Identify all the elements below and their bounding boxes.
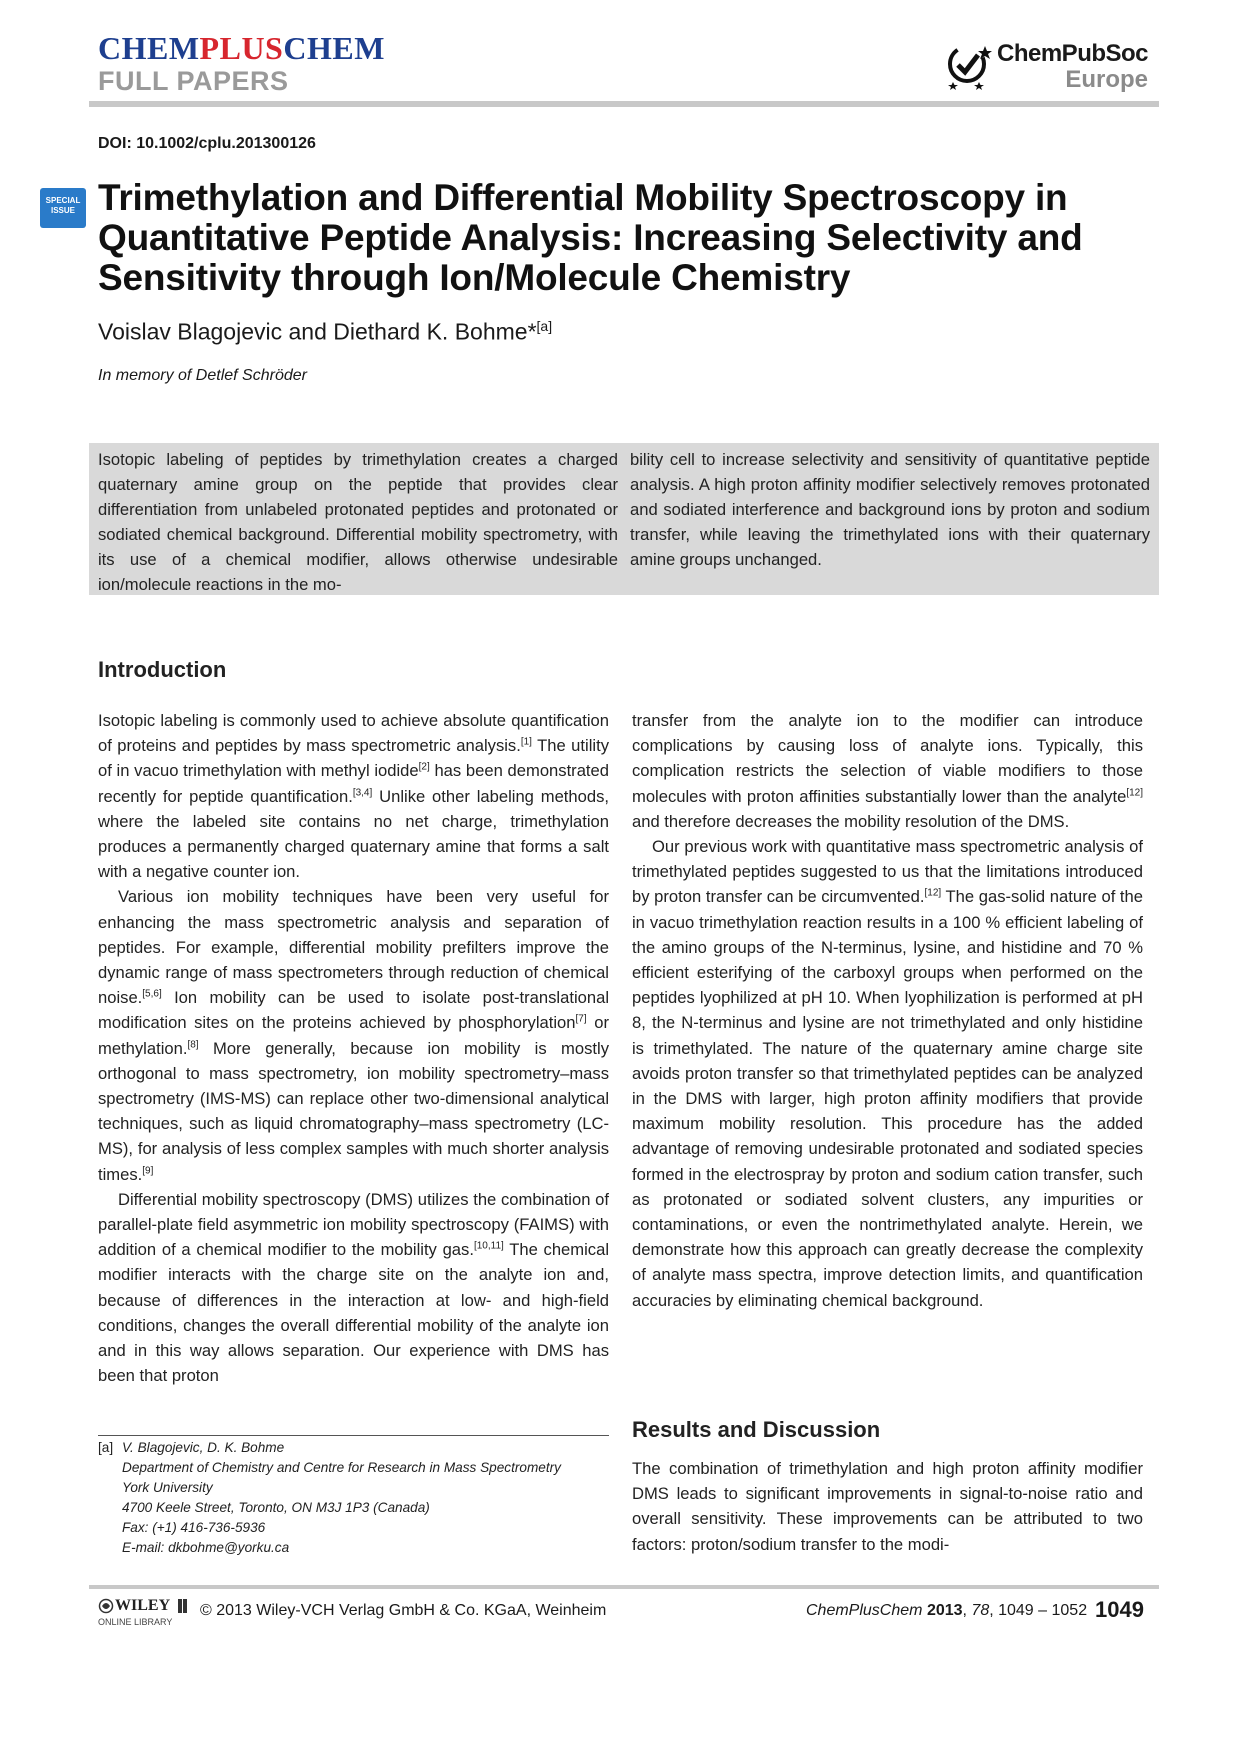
intro-paragraph-3: Differential mobility spectroscopy (DMS) utilizes the combination of parallel-plate field asymmetric ion mobility spectroscopy (FAIMS) with addition of a chemical modifier to the mobility gas.[10,11] The chemical modifier interacts with the charge site on the analyte ion and, because of differences in the interaction at low- and high-field conditions, changes the overall differential mobility of the analyte ion and in this way allows separation. Our experience with DMS has been that proton [98,1189,609,1386]
left-column [98,708,609,1388]
section-label: FULL PAPERS [98,66,289,96]
header-rule [89,101,1159,107]
copyright: © 2013 Wiley-VCH Verlag GmbH & Co. KGaA, Weinheim [200,1602,607,1619]
publisher-region: Europe [1065,66,1148,93]
footnote-rule [98,1435,609,1436]
abstract-box [89,443,1159,595]
authors: Voislav Blagojevic and Diethard K. Bohme*[a] [98,318,553,345]
intro-paragraph-4: transfer from the analyte ion to the modifier can introduce complications by causing loss of analyte ions. Typically, this complication restricts the selection of viable modifiers to those molecules with proton affinities substantially lower than the analyte[12] and therefore decreases the mobility resolution of the DMS. [632,711,1143,831]
special-issue-badge: SPECIAL ISSUE [40,188,86,228]
journal-name: CHEMPLUSCHEM [98,30,385,66]
abstract-left-column: Isotopic labeling of peptides by trimethylation creates a charged quaternary amine group on the peptide that provides clear differentiation from unlabeled protonated peptides and protonated or sodiated chemical background. Differential mobility spectrometry, with its use of a chemical modifier, allows otherwise undesirable ion/molecule reactions in the mo- [98,450,618,594]
doi: DOI: 10.1002/cplu.201300126 [98,135,316,152]
page-number: 1049 [1095,1597,1144,1622]
chempubsoc-star-icon [945,40,993,92]
abstract-right-column: bility cell to increase selectivity and sensitivity of quantitative peptide analysis. A high proton affinity modifier selectively removes protonated and sodiated interference and background ions by proton and sodium transfer, while leaving the trimethylated ions with their quaternary amine groups unchanged. [630,450,1150,569]
introduction-heading: Introduction [98,657,227,682]
intro-paragraph-2: Various ion mobility techniques have been very useful for enhancing the mass spectrometric analysis and separation of peptides. For example, differential mobility prefilters improve the dynamic range of mass spectrometers through reduction of chemical noise.[5,6] Ion mobility can be used to isolate post-translational modification sites on the proteins achieved by phosphorylation[7] or methylation.[8] More generally, because ion mobility is mostly orthogonal to mass spectrometry, ion mobility spectrometry–mass spectrometry (IMS-MS) can replace other two-dimensional analytical techniques, such as liquid chromatography–mass spectrometry (LC-MS), for analysis of less complex samples with much shorter analysis times.[9] [98,887,609,1184]
intro-paragraph-1: Isotopic labeling is commonly used to achieve absolute quantification of proteins and peptides by mass spectrometric analysis.[1] The utility of in vacuo trimethylation with methyl iodide[2] has been demonstrated recently for peptide quantification.[3,4] Unlike other labeling methods, where the labeled site contains no net charge, trimethylation produces a permanently charged quaternary amine that forms a salt with a negative counter ion. [98,711,610,882]
results-heading: Results and Discussion [632,1417,881,1442]
results-paragraph-1: The combination of trimethylation and high proton affinity modifier DMS leads to significant improvements in signal-to-noise ratio and overall sensitivity. These improvements can be attributed to two factors: proton/sodium transfer to the modi- [632,1459,1143,1554]
intro-paragraph-5: Our previous work with quantitative mass spectrometric analysis of trimethylated peptides suggested to us that the limitations introduced by proton transfer can be circumvented.[12] The gas-solid nature of the in vacuo trimethylation reaction results in a 100 % efficient labeling of the amino groups of the N-terminus, lysine, and histidine and 70 % efficient esterifying of the carboxyl groups when performed on the peptides lyophilized at pH 10. When lyophilization is performed at pH 8, the N-terminus and lysine are not trimethylated and only histidine is trimethylated. The nature of the quaternary amine charge site avoids proton transfer so that trimethylated peptides can be analyzed in the DMS with larger, high proton affinity modifiers that provide maximum mobility resolution. This procedure has the added advantage of removing undesirable protonated and sodiated species formed in the electrospray by proton and sodium cation transfer, such as protonated or sodiated solvent clusters, any impurities or contaminations, or even the nontrimethylated analyte. Herein, we demonstrate how this approach can greatly decrease the complexity of analyte mass spectra, improve detection limits, and quantification accuracies by eliminating chemical background. [632,837,1143,1310]
publisher-name: ChemPubSoc [997,40,1149,67]
dedication: In memory of Detlef Schröder [98,367,307,384]
results-column [632,1456,1143,1557]
wiley-logo: WILEY ONLINE LIBRARY [98,1596,190,1630]
article-title: Trimethylation and Differential Mobility Spectroscopy in Quantitative Peptide Analysis: Increasing Selectivity and Sensitivity through Ion/Molecule Chemistry [98,177,1083,298]
publisher-logo [945,38,1155,100]
citation: ChemPlusChem 2013, 78, 1049 – 1052 [806,1602,1088,1619]
footer-rule [89,1585,1159,1589]
right-column [632,708,1143,1313]
